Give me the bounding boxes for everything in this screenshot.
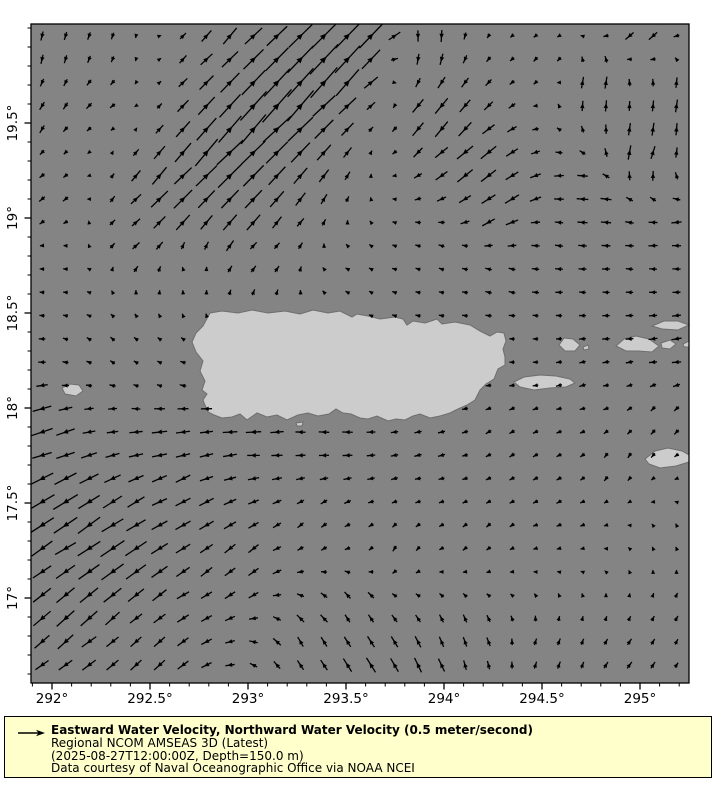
island-puerto-rico — [192, 310, 506, 421]
x-tick-label: 294.5° — [519, 691, 565, 707]
legend-title: Eastward Water Velocity, Northward Water Velocity (0.5 meter/second) — [51, 724, 533, 737]
legend-courtesy: Data courtesy of Naval Oceanographic Office via NOAA NCEI — [51, 762, 415, 775]
y-tick-label: 18° — [5, 396, 21, 420]
island-caja-de-muertos — [296, 422, 303, 426]
y-tick-label: 18.5° — [5, 294, 21, 332]
x-tick-label: 292° — [35, 691, 69, 707]
legend-time-depth: (2025-08-27T12:00:00Z, Depth=150.0 m) — [51, 749, 304, 762]
legend-dataset: Regional NCOM AMSEAS 3D (Latest) — [51, 737, 269, 750]
y-tick-label: 19° — [5, 206, 21, 230]
y-tick-label: 17° — [5, 586, 21, 610]
x-tick-label: 293.5° — [323, 691, 369, 707]
y-tick-label: 17.5° — [5, 484, 21, 522]
x-tick-label: 295° — [623, 691, 657, 707]
y-tick-label: 19.5° — [5, 104, 21, 142]
legend-box — [4, 716, 712, 778]
reference-vector-arrow-icon — [17, 728, 47, 738]
x-tick-label: 294° — [427, 691, 461, 707]
x-tick-label: 292.5° — [127, 691, 173, 707]
x-tick-label: 293° — [231, 691, 265, 707]
